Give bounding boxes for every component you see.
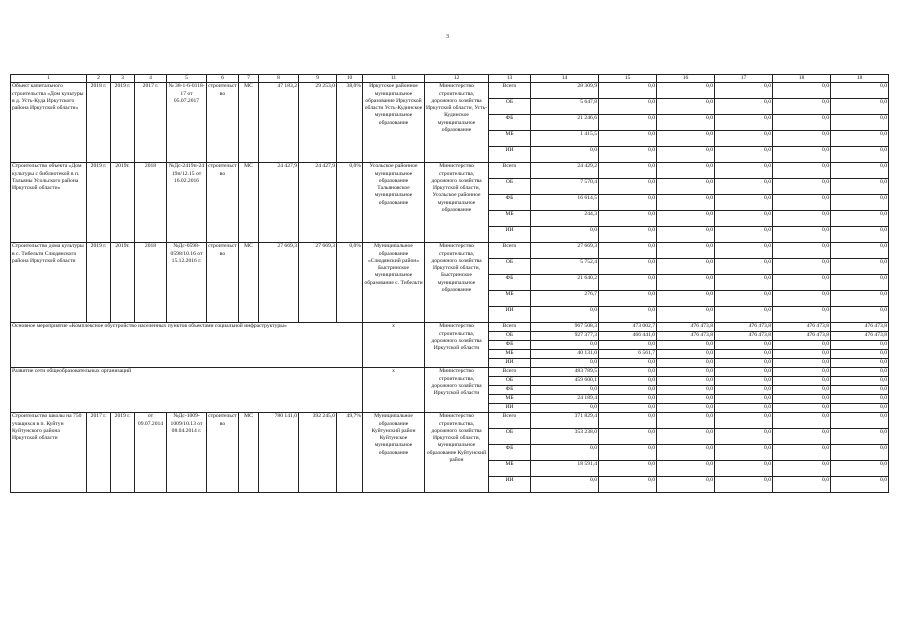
- year2-value: 0,0: [599, 243, 657, 259]
- year3-value: 0,0: [657, 259, 715, 275]
- year6-value: 0,0: [831, 429, 889, 445]
- object-name: Объект капитального строительства «Дом культуры в д. Усть-Куда Иркутского района Иркутской области»: [11, 83, 87, 163]
- year4-value: 0,0: [715, 413, 773, 429]
- municipality-cell: Иркутское районное муниципальное образование Иркутской области Усть-Кудинское муниципальное образование: [363, 83, 425, 163]
- column-number: 3: [111, 75, 135, 83]
- year5-value: 0,0: [773, 163, 831, 179]
- year3-value: 0,0: [657, 211, 715, 227]
- year5-value: 0,0: [773, 259, 831, 275]
- year2-value: 0,0: [599, 259, 657, 275]
- year6-value: 0,0: [831, 386, 889, 395]
- total-value: 0,0: [531, 307, 599, 323]
- year2-value: 0,0: [599, 359, 657, 368]
- year5-value: 0,0: [773, 131, 831, 147]
- year3-value: 0,0: [657, 341, 715, 350]
- year5-value: 476 473,8: [773, 323, 831, 332]
- year2-value: 0,0: [599, 195, 657, 211]
- year2-value: 0,0: [599, 377, 657, 386]
- cell-c8: 780 141,0: [259, 413, 299, 493]
- header-row: [11, 75, 889, 83]
- object-row: [11, 83, 889, 99]
- responsible-cell: Министерство строительства, дорожного хозяйства Иркутской области, Усольское районное муниципальное образование: [425, 163, 489, 243]
- funding-source: ФБ: [489, 386, 531, 395]
- year2-value: 0,0: [599, 163, 657, 179]
- cell-c8: 47 183,2: [259, 83, 299, 163]
- year2-value: 0,0: [599, 211, 657, 227]
- year6-value: 0,0: [831, 477, 889, 493]
- year4-value: 0,0: [715, 350, 773, 359]
- responsible-cell: Министерство строительства, дорожного хозяйства Иркутской области: [425, 323, 489, 368]
- cell-c6: строительство: [207, 243, 239, 323]
- funding-source: ИИ: [489, 477, 531, 493]
- funding-source: МБ: [489, 461, 531, 477]
- year3-value: 0,0: [657, 243, 715, 259]
- year6-value: 0,0: [831, 359, 889, 368]
- year3-value: 0,0: [657, 163, 715, 179]
- year2-value: 0,0: [599, 477, 657, 493]
- year3-value: 0,0: [657, 350, 715, 359]
- total-value: 967 508,3: [531, 323, 599, 332]
- year3-value: 0,0: [657, 195, 715, 211]
- year3-value: 0,0: [657, 445, 715, 461]
- year5-value: 0,0: [773, 461, 831, 477]
- cell-c9: 29 253,0: [299, 83, 337, 163]
- total-value: 28 309,9: [531, 83, 599, 99]
- year6-value: 0,0: [831, 163, 889, 179]
- year6-value: 0,0: [831, 404, 889, 413]
- column-number: 13: [489, 75, 531, 83]
- responsible-cell: Министерство строительства, дорожного хозяйства Иркутской области, Быстринское муниципальное образование: [425, 243, 489, 323]
- municipality-cell: Муниципальное образование «Слюдянский район» Быстринское муниципальное образование с. Тибельти: [363, 243, 425, 323]
- cell-c5: №Дс-1009-1009/10.13 от 08.04.2014 г.: [167, 413, 207, 493]
- year6-value: 0,0: [831, 131, 889, 147]
- year2-value: 0,0: [599, 131, 657, 147]
- year5-value: 0,0: [773, 359, 831, 368]
- year2-value: 0,0: [599, 179, 657, 195]
- cell-c4: 2018: [135, 243, 167, 323]
- object-row: [11, 163, 889, 179]
- year3-value: 0,0: [657, 429, 715, 445]
- total-value: 1 415,5: [531, 131, 599, 147]
- funding-source: ИИ: [489, 227, 531, 243]
- column-number: 1: [11, 75, 87, 83]
- funding-source: ИИ: [489, 359, 531, 368]
- column-number: 17: [715, 75, 773, 83]
- year5-value: 0,0: [773, 477, 831, 493]
- page-number: 3: [446, 34, 449, 40]
- cell-c7: МС: [239, 243, 259, 323]
- year6-value: 476 473,8: [831, 332, 889, 341]
- year6-value: 0,0: [831, 395, 889, 404]
- total-value: 371 829,4: [531, 413, 599, 429]
- year3-value: 0,0: [657, 377, 715, 386]
- year6-value: 0,0: [831, 83, 889, 99]
- year3-value: 0,0: [657, 413, 715, 429]
- funding-source: ФБ: [489, 195, 531, 211]
- column-number: 9: [299, 75, 337, 83]
- year6-value: 0,0: [831, 377, 889, 386]
- funding-source: Всего: [489, 368, 531, 377]
- year4-value: 0,0: [715, 291, 773, 307]
- year4-value: 0,0: [715, 341, 773, 350]
- column-number: 5: [167, 75, 207, 83]
- year2-value: 0,0: [599, 386, 657, 395]
- funding-source: ОБ: [489, 99, 531, 115]
- year3-value: 0,0: [657, 477, 715, 493]
- summary-row: [11, 368, 889, 377]
- year4-value: 0,0: [715, 211, 773, 227]
- responsible-cell: Министерство строительства, дорожного хозяйства Иркутской области, муниципальное образование Куйтунский район: [425, 413, 489, 493]
- cell-c8: 24 427,9: [259, 163, 299, 243]
- cell-c4: от 09.07.2014: [135, 413, 167, 493]
- year5-value: 0,0: [773, 350, 831, 359]
- total-value: 0,0: [531, 477, 599, 493]
- funding-source: ОБ: [489, 259, 531, 275]
- cell-c6: строительство: [207, 413, 239, 493]
- municipality-cell: Усольское районное муниципальное образование Тальяновское муниципальное образование: [363, 163, 425, 243]
- year2-value: 0,0: [599, 413, 657, 429]
- year3-value: 0,0: [657, 404, 715, 413]
- year5-value: 0,0: [773, 291, 831, 307]
- year5-value: 0,0: [773, 445, 831, 461]
- total-value: 16 614,5: [531, 195, 599, 211]
- cell-c5: №Дс-0598-0598/10.16 от 15.12.2016 г.: [167, 243, 207, 323]
- cell-c9: 24 427,9: [299, 163, 337, 243]
- year4-value: 0,0: [715, 368, 773, 377]
- cell-c8: 27 669,3: [259, 243, 299, 323]
- year2-value: 0,0: [599, 115, 657, 131]
- total-value: 24 429,2: [531, 163, 599, 179]
- total-value: 0,0: [531, 359, 599, 368]
- year4-value: 0,0: [715, 83, 773, 99]
- year3-value: 0,0: [657, 83, 715, 99]
- year2-value: 0,0: [599, 341, 657, 350]
- year2-value: 0,0: [599, 275, 657, 291]
- funding-source: ФБ: [489, 115, 531, 131]
- funding-source: ИИ: [489, 307, 531, 323]
- cell-c9: 27 669,3: [299, 243, 337, 323]
- year4-value: 0,0: [715, 179, 773, 195]
- year2-value: 6 561,7: [599, 350, 657, 359]
- year6-value: 0,0: [831, 179, 889, 195]
- year2-value: 0,0: [599, 99, 657, 115]
- year6-value: 0,0: [831, 275, 889, 291]
- cell-c3: 2019г.: [111, 163, 135, 243]
- total-value: 0,0: [531, 386, 599, 395]
- year3-value: 0,0: [657, 179, 715, 195]
- year2-value: 0,0: [599, 307, 657, 323]
- column-number: 15: [599, 75, 657, 83]
- funding-source: МБ: [489, 350, 531, 359]
- year2-value: 0,0: [599, 291, 657, 307]
- year6-value: 0,0: [831, 291, 889, 307]
- year6-value: 0,0: [831, 259, 889, 275]
- year6-value: 0,0: [831, 99, 889, 115]
- year5-value: 0,0: [773, 147, 831, 163]
- year4-value: 476 473,8: [715, 323, 773, 332]
- year5-value: 476 473,8: [773, 332, 831, 341]
- year4-value: 0,0: [715, 275, 773, 291]
- measure-name: Основное мероприятие «Комплексное обустройство населенных пунктов объектами социальной инфраструктуры»: [11, 323, 363, 368]
- cell-c10: 38,0%: [337, 83, 363, 163]
- year3-value: 476 473,8: [657, 332, 715, 341]
- funding-source: ИИ: [489, 147, 531, 163]
- year2-value: 0,0: [599, 368, 657, 377]
- total-value: 40 131,0: [531, 350, 599, 359]
- year2-value: 473 002,7: [599, 323, 657, 332]
- year2-value: 0,0: [599, 147, 657, 163]
- year4-value: 0,0: [715, 477, 773, 493]
- object-row: [11, 413, 889, 429]
- year5-value: 0,0: [773, 227, 831, 243]
- mark-cell: х: [363, 323, 425, 368]
- year4-value: 0,0: [715, 99, 773, 115]
- year3-value: 0,0: [657, 131, 715, 147]
- cell-c7: МС: [239, 83, 259, 163]
- cell-c10: 49,7%: [337, 413, 363, 493]
- cell-c2: 2018 г.: [87, 83, 111, 163]
- cell-c7: МС: [239, 413, 259, 493]
- cell-c9: 392 245,0: [299, 413, 337, 493]
- cell-c10: 0,0%: [337, 163, 363, 243]
- total-value: 276,7: [531, 291, 599, 307]
- year3-value: 0,0: [657, 99, 715, 115]
- total-value: 0,0: [531, 341, 599, 350]
- funding-source: МБ: [489, 131, 531, 147]
- cell-c5: № 38-1-6-0118-17 от 05.07.2017: [167, 83, 207, 163]
- year4-value: 0,0: [715, 163, 773, 179]
- cell-c2: 2017 г.: [87, 413, 111, 493]
- cell-c2: 2019 г.: [87, 163, 111, 243]
- funding-source: ФБ: [489, 445, 531, 461]
- object-name: Строительство дома культуры в с. Тибельти Слюдянского района Иркутской области: [11, 243, 87, 323]
- object-name: Строительство объекта «Дом культуры с библиотекой в п. Тальяны Усольского района Иркутской области»: [11, 163, 87, 243]
- year4-value: 0,0: [715, 404, 773, 413]
- year6-value: 0,0: [831, 350, 889, 359]
- year5-value: 0,0: [773, 429, 831, 445]
- cell-c6: строительство: [207, 163, 239, 243]
- year2-value: 0,0: [599, 429, 657, 445]
- total-value: 18 591,4: [531, 461, 599, 477]
- cell-c3: 2019 г.: [111, 413, 135, 493]
- total-value: 0,0: [531, 445, 599, 461]
- municipality-cell: Муниципальное образование Куйтунский район Куйтунское муниципальное образование: [363, 413, 425, 493]
- year5-value: 0,0: [773, 395, 831, 404]
- year5-value: 0,0: [773, 83, 831, 99]
- total-value: 7 570,4: [531, 179, 599, 195]
- year6-value: 0,0: [831, 147, 889, 163]
- year4-value: 0,0: [715, 429, 773, 445]
- year3-value: 0,0: [657, 461, 715, 477]
- year3-value: 0,0: [657, 147, 715, 163]
- funding-source: Всего: [489, 163, 531, 179]
- cell-c4: 2018: [135, 163, 167, 243]
- total-value: 5 647,8: [531, 99, 599, 115]
- cell-c5: №Дс-2419п-2419п/12.15 от 16.02.2016: [167, 163, 207, 243]
- year4-value: 0,0: [715, 386, 773, 395]
- year4-value: 0,0: [715, 227, 773, 243]
- year5-value: 0,0: [773, 99, 831, 115]
- year3-value: 0,0: [657, 291, 715, 307]
- funding-source: МБ: [489, 395, 531, 404]
- year5-value: 0,0: [773, 341, 831, 350]
- year3-value: 0,0: [657, 395, 715, 404]
- year5-value: 0,0: [773, 413, 831, 429]
- year5-value: 0,0: [773, 275, 831, 291]
- year3-value: 0,0: [657, 368, 715, 377]
- funding-source: ОБ: [489, 332, 531, 341]
- year5-value: 0,0: [773, 307, 831, 323]
- cell-c3: 2019 г.: [111, 83, 135, 163]
- year6-value: 0,0: [831, 445, 889, 461]
- column-number: 16: [657, 75, 715, 83]
- year6-value: 0,0: [831, 461, 889, 477]
- year5-value: 0,0: [773, 377, 831, 386]
- funding-source: ФБ: [489, 341, 531, 350]
- year6-value: 0,0: [831, 115, 889, 131]
- funding-source: ОБ: [489, 377, 531, 386]
- funding-source: Всего: [489, 413, 531, 429]
- year4-value: 0,0: [715, 307, 773, 323]
- measure-name: Развитие сети общеобразовательных организаций: [11, 368, 363, 413]
- year5-value: 0,0: [773, 115, 831, 131]
- year6-value: 476 473,8: [831, 323, 889, 332]
- cell-c6: строительство: [207, 83, 239, 163]
- year4-value: 0,0: [715, 131, 773, 147]
- funding-source: МБ: [489, 291, 531, 307]
- year6-value: 0,0: [831, 211, 889, 227]
- year5-value: 0,0: [773, 386, 831, 395]
- year6-value: 0,0: [831, 368, 889, 377]
- cell-c7: МС: [239, 163, 259, 243]
- column-number: 2: [87, 75, 111, 83]
- year5-value: 0,0: [773, 243, 831, 259]
- total-value: 21 640,2: [531, 275, 599, 291]
- cell-c3: 2019г.: [111, 243, 135, 323]
- total-value: 21 246,6: [531, 115, 599, 131]
- year5-value: 0,0: [773, 368, 831, 377]
- total-value: 0,0: [531, 147, 599, 163]
- total-value: 24 189,4: [531, 395, 599, 404]
- year4-value: 476 473,8: [715, 332, 773, 341]
- column-number: 14: [531, 75, 599, 83]
- year6-value: 0,0: [831, 307, 889, 323]
- year4-value: 0,0: [715, 195, 773, 211]
- year3-value: 0,0: [657, 227, 715, 243]
- cell-c2: 2019 г.: [87, 243, 111, 323]
- funding-source: МБ: [489, 211, 531, 227]
- year6-value: 0,0: [831, 413, 889, 429]
- year3-value: 0,0: [657, 115, 715, 131]
- year4-value: 0,0: [715, 147, 773, 163]
- year2-value: 0,0: [599, 83, 657, 99]
- column-number: 18: [831, 75, 889, 83]
- column-number: 8: [259, 75, 299, 83]
- object-row: [11, 243, 889, 259]
- program-table: [10, 74, 889, 493]
- column-number: 6: [207, 75, 239, 83]
- total-value: 927 377,3: [531, 332, 599, 341]
- total-value: 27 669,3: [531, 243, 599, 259]
- year4-value: 0,0: [715, 377, 773, 386]
- year3-value: 0,0: [657, 359, 715, 368]
- year4-value: 0,0: [715, 395, 773, 404]
- year2-value: 466 441,0: [599, 332, 657, 341]
- year2-value: 0,0: [599, 227, 657, 243]
- total-value: 353 238,0: [531, 429, 599, 445]
- year4-value: 0,0: [715, 359, 773, 368]
- funding-source: ИИ: [489, 404, 531, 413]
- funding-source: ОБ: [489, 429, 531, 445]
- year5-value: 0,0: [773, 179, 831, 195]
- funding-source: Всего: [489, 83, 531, 99]
- object-name: Строительство школы на 750 учащихся в п. Куйтун Куйтунского района Иркутской области: [11, 413, 87, 493]
- column-number: 18: [773, 75, 831, 83]
- total-value: 0,0: [531, 227, 599, 243]
- total-value: 5 752,4: [531, 259, 599, 275]
- year6-value: 0,0: [831, 227, 889, 243]
- cell-c4: 2017 г.: [135, 83, 167, 163]
- column-number: 11: [363, 75, 425, 83]
- total-value: 0,0: [531, 404, 599, 413]
- responsible-cell: Министерство строительства, дорожного хозяйства Иркутской области: [425, 368, 489, 413]
- mark-cell: х: [363, 368, 425, 413]
- year2-value: 0,0: [599, 404, 657, 413]
- year4-value: 0,0: [715, 115, 773, 131]
- year6-value: 0,0: [831, 243, 889, 259]
- funding-source: ОБ: [489, 179, 531, 195]
- year4-value: 0,0: [715, 243, 773, 259]
- year5-value: 0,0: [773, 404, 831, 413]
- year6-value: 0,0: [831, 195, 889, 211]
- year4-value: 0,0: [715, 461, 773, 477]
- total-value: 244,3: [531, 211, 599, 227]
- total-value: 483 789,5: [531, 368, 599, 377]
- year3-value: 476 473,8: [657, 323, 715, 332]
- year3-value: 0,0: [657, 275, 715, 291]
- funding-source: ФБ: [489, 275, 531, 291]
- year4-value: 0,0: [715, 445, 773, 461]
- summary-row: [11, 323, 889, 332]
- year5-value: 0,0: [773, 211, 831, 227]
- year6-value: 0,0: [831, 341, 889, 350]
- total-value: 459 600,1: [531, 377, 599, 386]
- column-number: 7: [239, 75, 259, 83]
- year3-value: 0,0: [657, 386, 715, 395]
- year2-value: 0,0: [599, 461, 657, 477]
- year2-value: 0,0: [599, 445, 657, 461]
- year5-value: 0,0: [773, 195, 831, 211]
- funding-source: Всего: [489, 323, 531, 332]
- column-number: 10: [337, 75, 363, 83]
- year3-value: 0,0: [657, 307, 715, 323]
- column-number: 12: [425, 75, 489, 83]
- cell-c10: 0,0%: [337, 243, 363, 323]
- responsible-cell: Министерство строительства, дорожного хозяйства Иркутской области, Усть-Кудинское муниципальное образование: [425, 83, 489, 163]
- funding-source: Всего: [489, 243, 531, 259]
- column-number: 4: [135, 75, 167, 83]
- year2-value: 0,0: [599, 395, 657, 404]
- year4-value: 0,0: [715, 259, 773, 275]
